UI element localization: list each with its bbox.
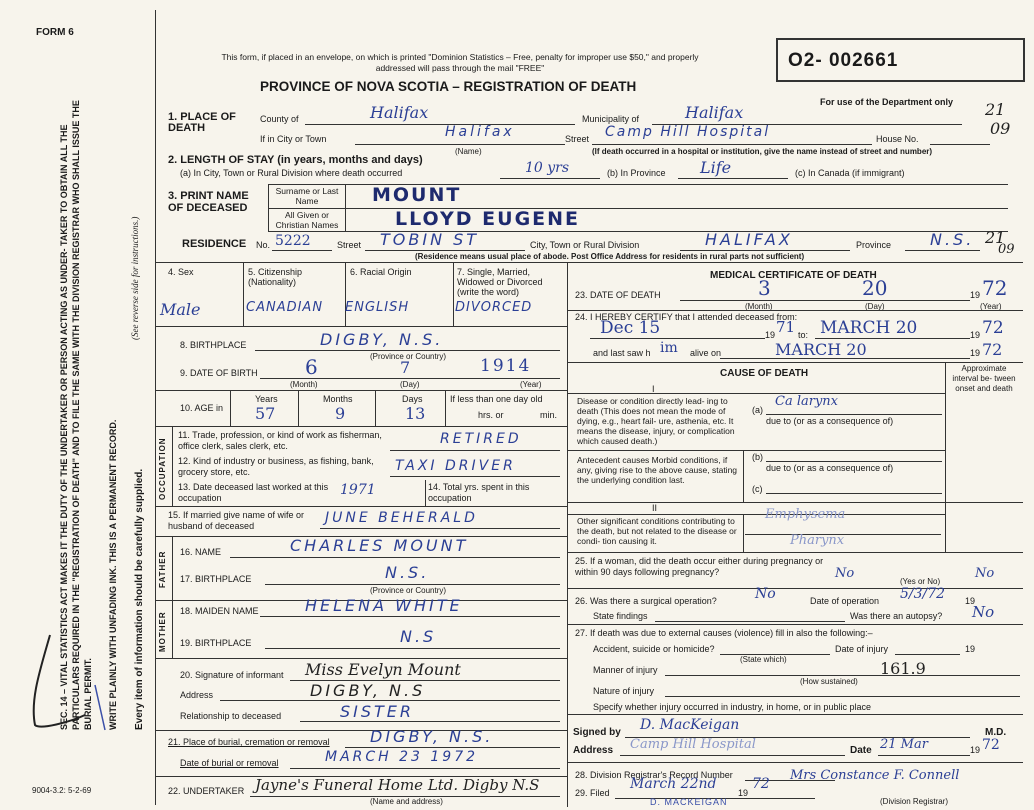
birthplace-caption: (Province or Country) [370,352,447,361]
stay-city-value: 10 yrs [525,160,570,176]
med-date-year: 72 [982,737,1000,753]
total-years-label: 14. Total yrs. spent in this occupation [428,482,530,503]
age-years: 57 [255,404,276,423]
stay-city-label: (a) In City, Town or Rural Division where death occurred [180,168,403,178]
how-sustained-caption: (How sustained) [800,677,858,686]
attended-from: Dec 15 [600,318,661,338]
burial-date-value: MARCH 23 1972 [325,749,479,765]
filed-prefix: 19 [738,788,749,798]
residence-province-label: Province [856,240,892,250]
mailing-note: This form, if placed in an envelope, on which is printed "Dominion Statistics – Free, penalty for improper use $50," and properly addressed will pass through the mail "FREE" [221,52,699,73]
house-label: House No. [876,134,919,144]
signed-label: Signed by [573,727,621,738]
trade-value: RETIRED [440,431,522,447]
cause-heading: CAUSE OF DEATH [720,368,809,379]
industry-label: 12. Kind of industry or business, as fishing, bank, grocery store, etc. [178,456,374,477]
dob-month-caption: (Month) [290,380,318,389]
mother-vertical: MOTHER [158,611,167,652]
death-year-prefix: 19 [970,290,981,300]
father-name-value: CHARLES MOUNT [290,536,469,555]
months-label: Months [323,394,353,404]
injury-date-prefix: 19 [965,644,976,654]
given-name-value: LLOYD EUGENE [395,208,581,230]
attended-to-year: 72 [982,318,1004,338]
hospital-note: (If death occurred in a hospital or institution, give the name instead of street and number) [592,147,933,156]
death-year: 72 [982,276,1008,300]
registrar-value: Mrs Constance F. Connell [790,768,960,783]
death-month-caption: (Month) [745,302,773,311]
reverse-note: (See reverse side for instructions.) [130,216,140,340]
other-condition-2: Pharynx [790,533,845,548]
marital-label: 7. Single, Married, Widowed or Divorced (write the word) [457,267,543,297]
occupation-vertical: OCCUPATION [158,437,167,500]
med-date-prefix: 19 [970,745,981,755]
attended-to-label: to: [798,330,809,340]
due-to-a: due to (or as a consequence of) [766,416,894,426]
q27-label: 27. If death was due to external causes (violence) fill in also the following:– [575,628,873,638]
father-name-label: 16. NAME [180,547,222,557]
father-vertical: FATHER [158,550,167,588]
years-label: Years [255,394,278,404]
informant-sig-value: Miss Evelyn Mount [305,660,461,679]
ink-note: WRITE PLAINLY WITH UNFADING INK. THIS IS A PERMANENT RECORD. [108,419,118,730]
informant-address-label: Address [180,690,214,700]
mother-bp-value: N.S [400,627,437,646]
md-label: M.D. [985,727,1007,738]
dob-month: 6 [305,355,318,379]
q26-value: No [755,586,776,602]
surname-value: MOUNT [372,184,462,206]
reg-number-box [776,38,1025,82]
mother-maiden-label: 18. MAIDEN NAME [180,606,259,616]
length-of-stay-label: 2. LENGTH OF STAY (in years, months and days) [168,154,423,166]
mother-bp-label: 19. BIRTHPLACE [180,638,252,648]
residence-note: (Residence means usual place of abode. Post Office Address for residents in rural parts not sufficient) [415,252,805,261]
cause-a-value: Ca larynx [775,394,839,409]
attended-from-year: 71 [776,318,796,336]
county-value: Halifax [370,103,429,122]
given-name-label: All Given or Christian Names [275,210,339,230]
autopsy-label: Was there an autopsy? [850,611,943,621]
last-saw-value: im [660,340,678,356]
cause-c-prefix: (c) [752,484,763,494]
footer-code: 9004-3.2: 5-2-69 [32,786,92,795]
last-worked-value: 1971 [340,482,376,498]
birthplace-label: 8. BIRTHPLACE [180,340,247,350]
surname-label: Surname or Last Name [275,186,339,206]
citizenship-label: 5. Citizenship (Nationality) [248,267,303,287]
county-label: County of [260,114,299,124]
page-title: PROVINCE OF NOVA SCOTIA – REGISTRATION OF DEATH [260,79,637,94]
undertaker-caption: (Name and address) [370,797,443,806]
registrar-stamp: D. MACKEIGAN [650,797,728,807]
supply-note: Every item of information should be carefully supplied. [134,468,145,730]
medical-heading: MEDICAL CERTIFICATE OF DEATH [710,270,877,281]
municipality-value: Halifax [685,103,744,122]
dob-day: 7 [400,358,411,377]
other-conditions-label: Other significant conditions contributing to the death, but not related to the disease or condi- tion causing it. [577,516,737,546]
dob-year-caption: (Year) [520,380,542,389]
father-bp-caption: (Province or Country) [370,586,447,595]
residence-province-value: N.S. [930,230,975,249]
dept-code-1: 21 [985,100,1006,119]
dob-day-caption: (Day) [400,380,420,389]
dept-code-3: 21 [985,228,1006,247]
med-address-label: Address [573,745,614,756]
residence-label: RESIDENCE [182,238,247,250]
statute-note: SEC. 14 – VITAL STATISTICS ACT MAKES IT THE DUTY OF THE UNDERTAKER OR PERSON ACTING AS UNDER- TAKER TO OBTAIN ALL THE PARTICULARS REQUIRED IN THE "REGISTRATION OF DEATH" AND TO FILE THE SAME WITH THE DIVISION REGISTRAR WHO SHALL ISSUE THE BURIAL PERMIT. [59,100,93,730]
state-findings-label: State findings [593,611,648,621]
less-than-day-label: If less than one day old [450,394,543,404]
undertaker-label: 22. UNDERTAKER [168,786,245,796]
injury-date-label: Date of injury [835,644,889,654]
filed-year: 72 [752,776,770,792]
op-date-value: 5/3/72 [900,586,946,602]
birthplace-value: DIGBY, N.S. [320,330,444,349]
reg-number: O2- 002661 [788,50,899,71]
state-which-caption: (State which) [740,655,787,664]
deceased-name-label: 3. PRINT NAME OF DECEASED [168,190,249,214]
undertaker-value: Jayne's Funeral Home Ltd. Digby N.S [255,776,540,794]
racial-value: ENGLISH [345,300,410,315]
sex-value: Male [160,300,201,319]
father-bp-label: 17. BIRTHPLACE [180,574,252,584]
age-label: 10. AGE in [180,403,224,413]
burial-place-value: DIGBY, N.S. [370,727,494,746]
death-year-caption: (Year) [980,302,1002,311]
q25-value-2: No [975,566,995,581]
street-value: Camp Hill Hospital [605,124,771,140]
residence-no-label: No. [256,240,271,250]
immediate-cause-label: Disease or condition directly lead- ing to death (This does not mean the mode of dying, e.g., heart fail- ure, asthenia, etc. It means the disease, injury, or complication which caused death.) [577,396,735,446]
dept-use-note: For use of the Department only [820,97,954,107]
nature-label: Nature of injury [593,686,655,696]
stay-province-value: Life [700,158,732,177]
alive-year: 72 [982,340,1003,359]
hrs-label: hrs. or [478,410,504,420]
informant-rel-value: SISTER [340,702,415,721]
age-days: 13 [405,404,426,423]
residence-city-label: City, Town or Rural Division [530,240,640,250]
alive-value: MARCH 20 [775,340,867,359]
dob-year: 1914 [480,356,532,376]
registrar-caption: (Division Registrar) [880,797,949,806]
q25-value-1: No [835,566,855,581]
dept-code-4: 09 [998,242,1015,257]
street-label: Street [565,134,590,144]
dept-code-2: 09 [990,119,1011,138]
informant-rel-label: Relationship to deceased [180,711,282,721]
trade-label: 11. Trade, profession, or kind of work as fisherman, office clerk, sales clerk, etc. [178,430,382,451]
residence-city-value: HALIFAX [705,230,793,249]
place-of-death-label: 1. PLACE OF DEATH [168,111,236,134]
informant-address-value: DIGBY, N.S [310,681,426,700]
spouse-value: JUNE BEHERALD [325,510,478,526]
roman-one: I [652,384,655,394]
industry-value: TAXI DRIVER [395,458,516,474]
yes-no-caption: (Yes or No) [900,577,941,586]
informant-sig-label: 20. Signature of informant [180,670,284,680]
residence-street-label: Street [337,240,362,250]
stay-province-label: (b) In Province [607,168,666,178]
father-bp-value: N.S. [385,563,430,582]
last-saw-label: and last saw h [593,348,651,358]
last-worked-label: 13. Date deceased last worked at this occupation [178,482,329,503]
q29-label: 29. Filed [575,788,610,798]
burial-place-label: 21. Place of burial, cremation or removal [168,737,330,747]
alive-label: alive on [690,348,722,358]
attended-to-prefix: 19 [970,330,981,340]
death-day: 20 [862,276,888,300]
death-day-caption: (Day) [865,302,885,311]
signed-value: D. MacKeigan [640,717,740,733]
accident-label: Accident, suicide or homicide? [593,644,715,654]
q28-label: 28. Division Registrar's Record Number [575,770,733,780]
roman-two: II [652,503,658,513]
death-month: 3 [758,276,771,300]
op-date-label: Date of operation [810,596,880,606]
med-date-value: 21 Mar [880,737,928,752]
mother-maiden-value: HELENA WHITE [305,596,463,615]
stay-canada-label: (c) In Canada (if immigrant) [795,168,905,178]
marital-value: DIVORCED [455,300,533,315]
other-condition-1: Emphysema [765,507,846,522]
city-label: If in City or Town [260,134,327,144]
residence-no-value: 5222 [275,233,311,249]
due-to-b: due to (or as a consequence of) [766,463,894,473]
interval-heading: Approximate interval be- tween onset and death [952,364,1016,393]
min-label: min. [540,410,558,420]
autopsy-value: No [972,603,995,621]
city-value: Halifax [445,124,515,140]
antecedent-label: Antecedent causes Morbid conditions, if any, giving rise to the above cause, stating the underlying condition last. [577,455,738,485]
med-address-value: Camp Hill Hospital [630,737,756,752]
burial-date-label: Date of burial or removal [180,758,279,768]
margin-scribble [10,630,120,740]
med-date-label: Date [850,745,872,756]
cause-a-prefix: (a) [752,405,763,415]
manner-value: 161.9 [880,659,926,678]
dob-label: 9. DATE OF BIRTH [180,368,258,378]
form-label: FORM 6 [36,27,74,38]
attended-to: MARCH 20 [820,318,918,338]
filed-value: March 22nd [630,776,717,792]
cause-b-prefix: (b) [752,452,763,462]
age-months: 9 [335,404,346,423]
citizenship-value: CANADIAN [246,300,324,315]
days-label: Days [402,394,423,404]
q26-label: 26. Was there a surgical operation? [575,596,717,606]
alive-prefix: 19 [970,348,981,358]
death-date-label: 23. DATE OF DEATH [575,290,661,300]
name-caption: (Name) [455,147,482,156]
attended-from-prefix: 19 [765,330,776,340]
manner-label: Manner of injury [593,665,658,675]
racial-label: 6. Racial Origin [350,267,412,277]
municipality-label: Municipality of [582,114,640,124]
spouse-label: 15. If married give name of wife or husband of deceased [168,510,305,531]
op-date-prefix: 19 [965,596,976,606]
q25-label: 25. If a woman, did the death occur either during pregnancy or within 90 days following pregnancy? [575,556,824,577]
certify-label: 24. I HEREBY CERTIFY that I attended deceased from: [575,312,798,322]
sex-label: 4. Sex [168,267,194,277]
where-label: Specify whether injury occurred in industry, in home, or in public place [593,702,871,712]
residence-street-value: TOBIN ST [380,230,480,249]
